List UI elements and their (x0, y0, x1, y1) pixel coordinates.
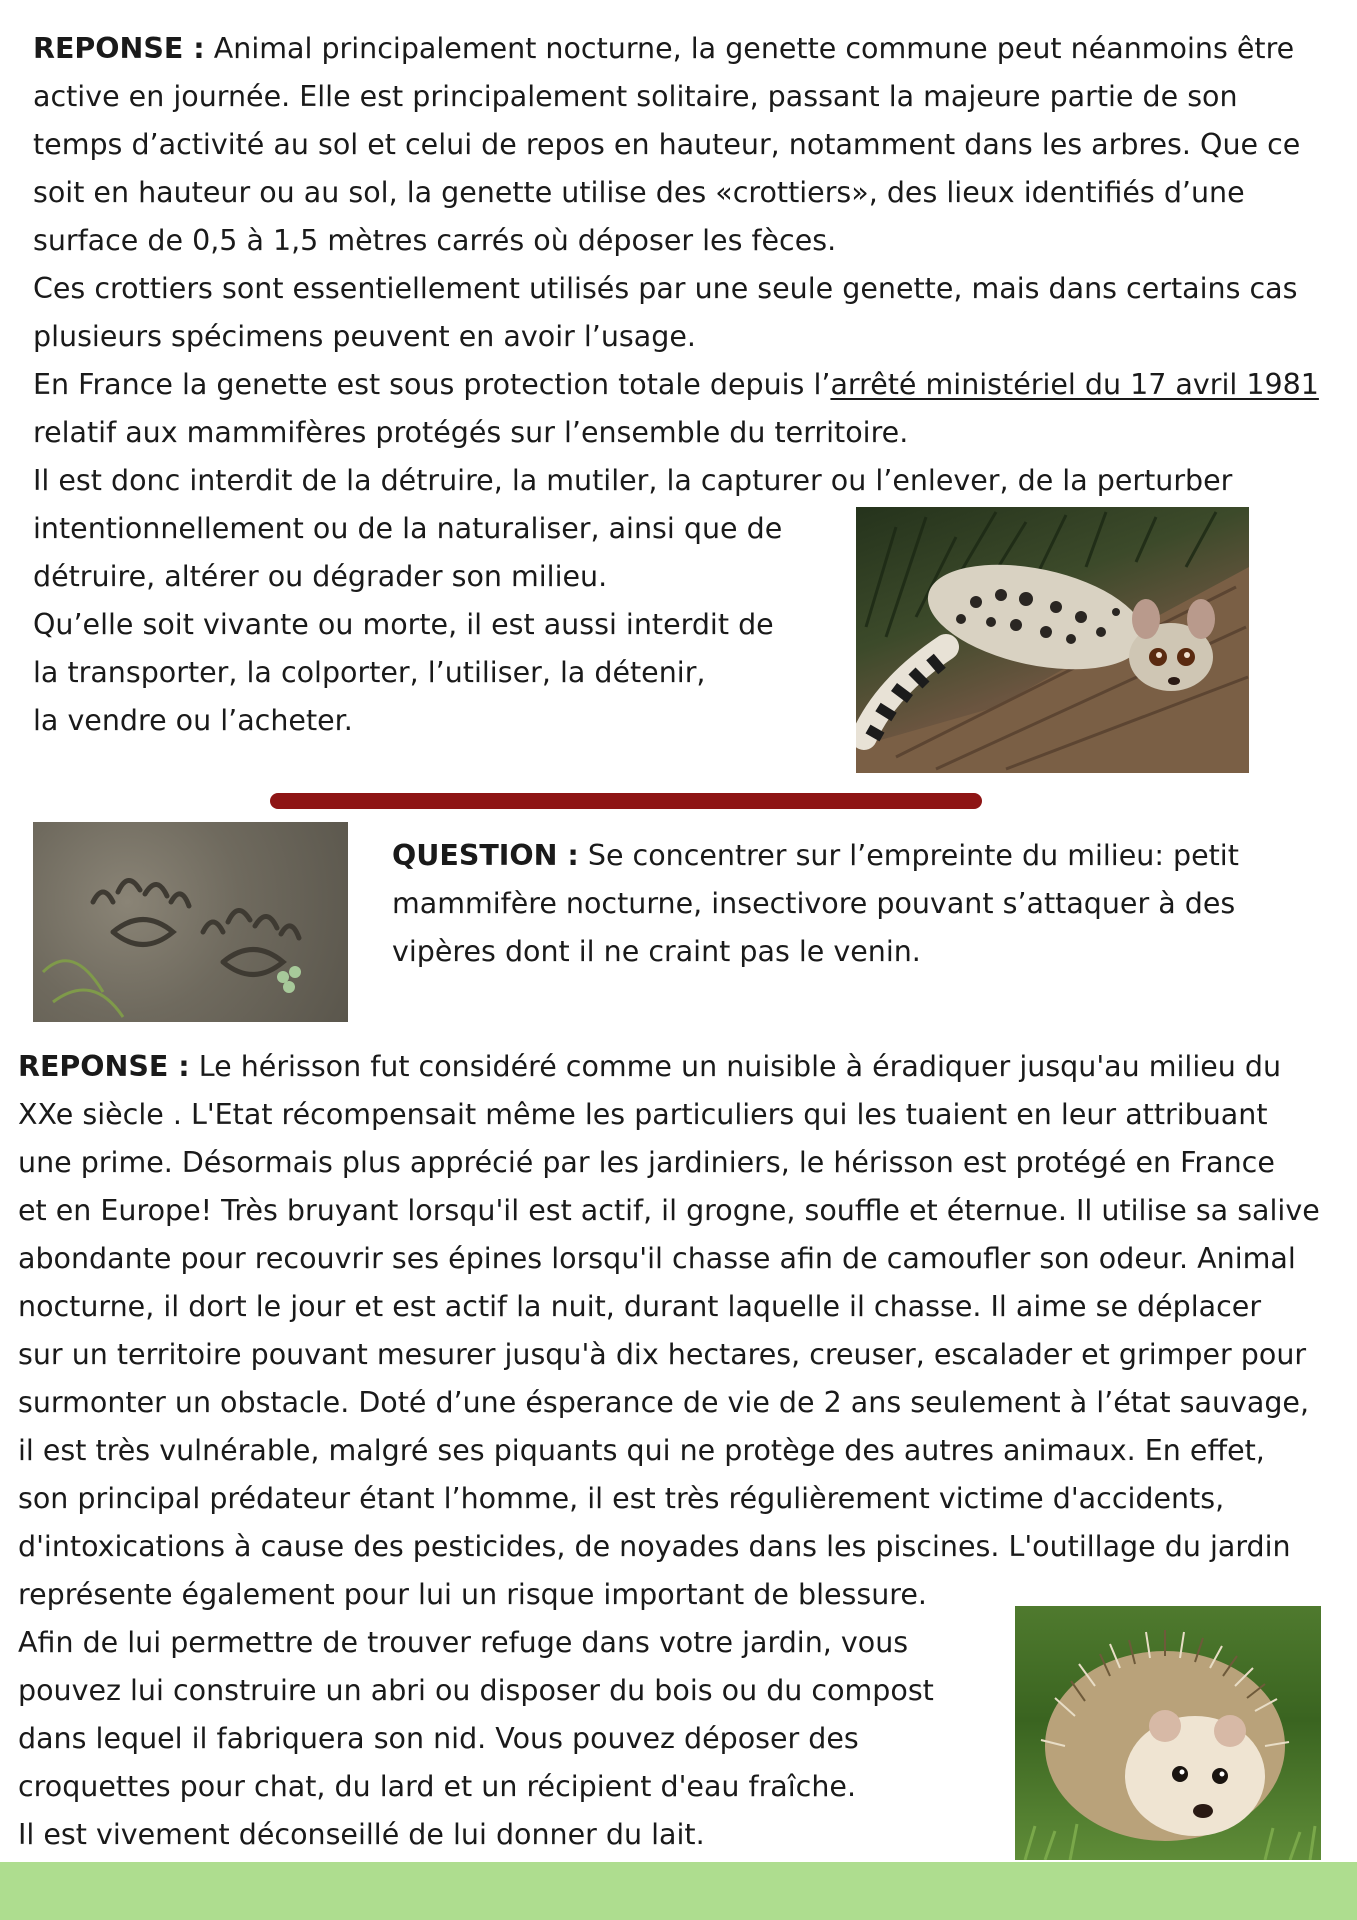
genette-text-line: temps d’activité au sol et celui de repos en hauteur, notamment dans les arbres. Que ce (33, 128, 1301, 161)
footprint-photo (33, 822, 348, 1022)
footer-band (0, 1862, 1357, 1920)
hedgehog-text-line: pouvez lui construire un abri ou disposer du bois ou du compost (18, 1674, 934, 1707)
hedgehog-text-line: Il est vivement déconseillé de lui donner du lait. (18, 1818, 705, 1851)
hedgehog-text-line: son principal prédateur étant l’homme, il est très régulièrement victime d'accidents, (18, 1482, 1225, 1515)
genette-text-line: Ces crottiers sont essentiellement utilisés par une seule genette, mais dans certains cas (33, 272, 1298, 305)
question-line: QUESTION : Se concentrer sur l’empreinte du milieu: petit (392, 839, 1239, 872)
hedgehog-photo (1015, 1606, 1321, 1860)
question-label: QUESTION : (392, 839, 579, 872)
genette-law-line: En France la genette est sous protection totale depuis l’arrêté ministériel du 17 avril 1981 (33, 368, 1319, 401)
genette-response-line: REPONSE : Animal principalement nocturne, la genette commune peut néanmoins être (33, 32, 1295, 65)
genette-text-line: relatif aux mammifères protégés sur l’ensemble du territoire. (33, 416, 909, 449)
hedgehog-text-line: et en Europe! Très bruyant lorsqu'il est actif, il grogne, souffle et éternue. Il utilise sa salive (18, 1194, 1320, 1227)
genette-text-line: Il est donc interdit de la détruire, la mutiler, la capturer ou l’enlever, de la perturber (33, 464, 1233, 497)
genette-text-line: la transporter, la colporter, l’utiliser, la détenir, (33, 656, 706, 689)
hedgehog-text-line: représente également pour lui un risque important de blessure. (18, 1578, 927, 1611)
genette-text-line: surface de 0,5 à 1,5 mètres carrés où déposer les fèces. (33, 224, 837, 257)
genette-text-line: détruire, altérer ou dégrader son milieu. (33, 560, 608, 593)
hedgehog-response-line: REPONSE : Le hérisson fut considéré comme un nuisible à éradiquer jusqu'au milieu du (18, 1050, 1282, 1083)
hedgehog-text-line: nocturne, il dort le jour et est actif la nuit, durant laquelle il chasse. Il aime se déplacer (18, 1290, 1262, 1323)
hedgehog-text-line: une prime. Désormais plus apprécié par les jardiniers, le hérisson est protégé en France (18, 1146, 1275, 1179)
question-text-line: mammifère nocturne, insectivore pouvant s’attaquer à des (392, 887, 1236, 920)
footprint-illustration (33, 822, 348, 1022)
genet-illustration (856, 507, 1249, 773)
genet-photo (856, 507, 1249, 773)
genette-text-line: la vendre ou l’acheter. (33, 704, 353, 737)
hedgehog-text-line: dans lequel il fabriquera son nid. Vous pouvez déposer des (18, 1722, 859, 1755)
hedgehog-illustration (1015, 1606, 1321, 1860)
genette-text-line: Qu’elle soit vivante ou morte, il est aussi interdit de (33, 608, 774, 641)
hedgehog-text-line: XXe siècle . L'Etat récompensait même les particuliers qui les tuaient en leur attribuant (18, 1098, 1268, 1131)
response-label: REPONSE : (33, 32, 205, 65)
hedgehog-text-line: surmonter un obstacle. Doté d’une ésperance de vie de 2 ans seulement à l’état sauvage, (18, 1386, 1310, 1419)
response-label: REPONSE : (18, 1050, 190, 1083)
hedgehog-text-line: croquettes pour chat, du lard et un récipient d'eau fraîche. (18, 1770, 857, 1803)
question-text-line: vipères dont il ne craint pas le venin. (392, 935, 921, 968)
hedgehog-text-line: il est très vulnérable, malgré ses piquants qui ne protège des autres animaux. En effet, (18, 1434, 1265, 1467)
section-divider (270, 793, 982, 809)
law-reference-link[interactable]: arrêté ministériel du 17 avril 1981 (830, 368, 1319, 401)
hedgehog-text-line: abondante pour recouvrir ses épines lorsqu'il chasse afin de camoufler son odeur. Animal (18, 1242, 1296, 1275)
genette-text-line: plusieurs spécimens peuvent en avoir l’usage. (33, 320, 696, 353)
genette-text-line: soit en hauteur ou au sol, la genette utilise des «crottiers», des lieux identifiés d’une (33, 176, 1245, 209)
hedgehog-text-line: sur un territoire pouvant mesurer jusqu'à dix hectares, creuser, escalader et grimper pour (18, 1338, 1307, 1371)
genette-text-line: active en journée. Elle est principalement solitaire, passant la majeure partie de son (33, 80, 1238, 113)
hedgehog-text-line: d'intoxications à cause des pesticides, de noyades dans les piscines. L'outillage du jardin (18, 1530, 1291, 1563)
genette-text-line: intentionnellement ou de la naturaliser, ainsi que de (33, 512, 783, 545)
hedgehog-text-line: Afin de lui permettre de trouver refuge dans votre jardin, vous (18, 1626, 909, 1659)
